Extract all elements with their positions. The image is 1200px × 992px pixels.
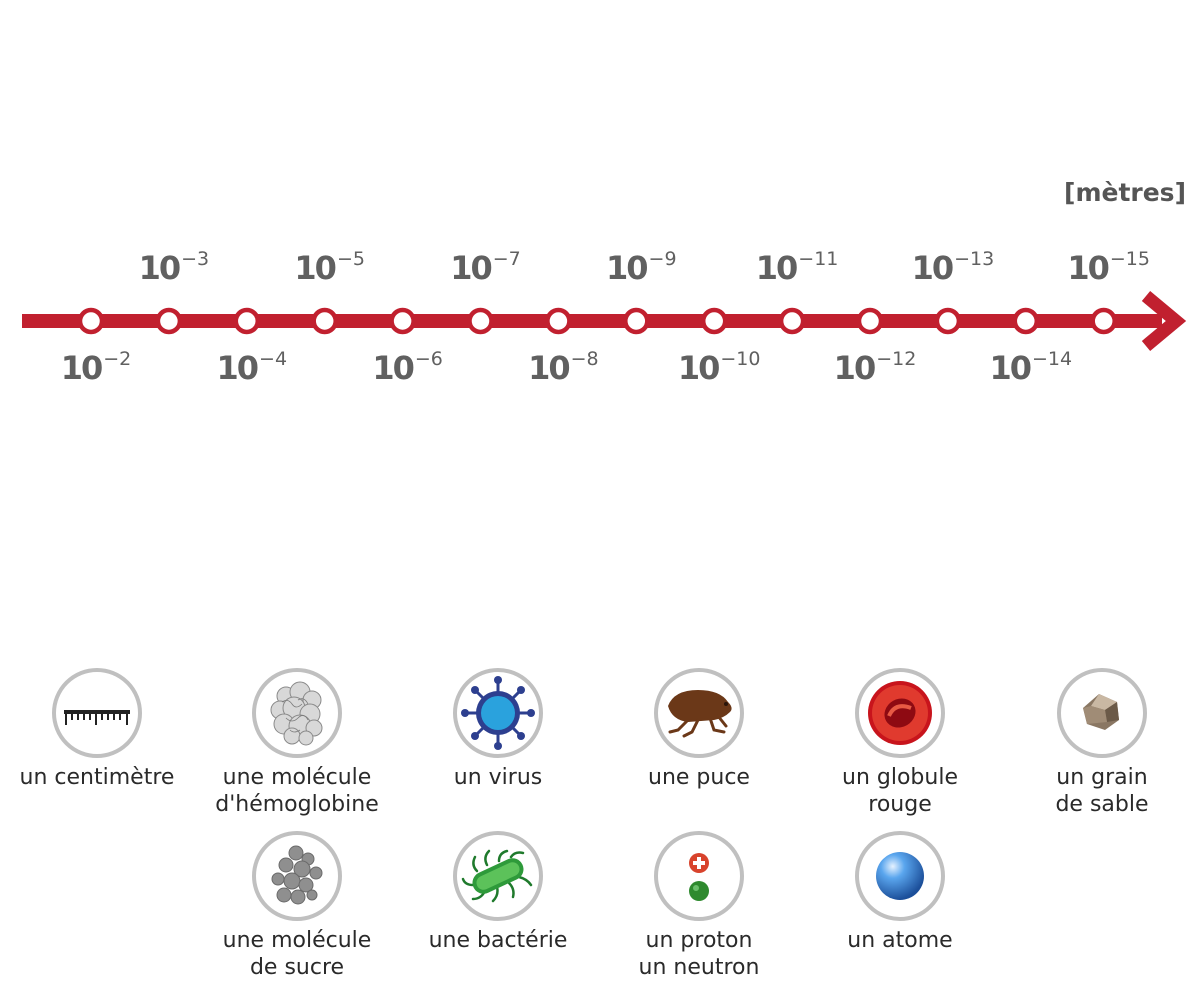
sugar-molecule-icon [256,835,338,917]
tick-label [659,348,779,387]
tick-exponent: −7 [492,248,521,270]
tick-base: 10 [372,349,413,387]
tick-label [36,348,156,387]
object-label: un grain de sable [1055,765,1149,817]
tick-marker [625,310,647,332]
hemoglobin-molecule-icon [256,672,338,754]
tick-exponent: −8 [570,348,599,370]
tick-label [426,248,546,287]
tick-exponent: −9 [648,248,677,270]
badge [252,831,342,921]
red-blood-cell-icon [859,672,941,754]
tick-label [1049,248,1169,287]
unit-label: [mètres] [1064,178,1186,207]
badge [855,668,945,758]
neutron-icon [689,881,709,901]
tick-base: 10 [677,349,719,387]
object-label: une puce [648,765,750,790]
object-label: une molécule d'hémoglobine [215,765,379,817]
tick-marker [392,310,414,332]
tick-base: 10 [989,349,1030,387]
object-centimetre [0,668,197,791]
tick-marker [859,310,881,332]
sand-grain-icon [1061,672,1143,754]
object-label: un virus [453,765,543,790]
tick-base: 10 [294,249,335,287]
tick-marker [236,310,258,332]
flea-icon [658,672,740,754]
tick-base: 10 [138,249,180,287]
tick-marker [703,310,725,332]
badge [855,831,945,921]
tick-base: 10 [1067,249,1108,287]
object-atom [800,831,1000,954]
badge [654,668,744,758]
tick-base: 10 [528,349,569,387]
tick-exponent: −11 [798,248,839,270]
badge [1057,668,1147,758]
tick-base: 10 [606,249,647,287]
tick-base: 10 [833,349,875,387]
object-sand-grain [1002,668,1200,818]
tick-marker [314,310,336,332]
tick-base: 10 [911,249,953,287]
object-label: un centimètre [19,765,175,790]
bacterium-icon [457,835,539,917]
badge [453,668,543,758]
badge [654,831,744,921]
tick-base: 10 [450,249,491,287]
object-sugar-molecule [197,831,397,981]
tick-exponent: −12 [876,348,917,370]
object-label: un atome [847,928,953,953]
proton-neutron-icon [658,835,740,917]
tick-marker [1093,310,1115,332]
ruler-icon [56,672,138,754]
badge [252,668,342,758]
tick-base: 10 [60,349,102,387]
tick-label [270,248,390,287]
tick-label [503,348,623,387]
tick-marker [781,310,803,332]
tick-label [114,248,234,287]
tick-label [893,248,1013,287]
tick-label [971,348,1091,387]
tick-exponent: −14 [1032,348,1073,370]
tick-base: 10 [216,349,258,387]
tick-label [815,348,935,387]
object-hemoglobin [197,668,397,818]
tick-marker [158,310,180,332]
tick-exponent: −3 [181,248,210,270]
tick-exponent: −5 [336,248,365,270]
object-label: un globule rouge [842,765,958,817]
virus-icon [457,672,539,754]
object-virus [398,668,598,791]
object-label: une molécule de sucre [222,928,372,980]
tick-marker [80,310,102,332]
atom-icon [859,835,941,917]
tick-exponent: −13 [954,248,995,270]
object-label: un proton un neutron [638,928,760,980]
tick-marker [547,310,569,332]
object-bacterium [398,831,598,954]
badge [453,831,543,921]
tick-exponent: −15 [1109,248,1150,270]
object-flea [599,668,799,791]
badge [52,668,142,758]
tick-exponent: −4 [259,348,288,370]
tick-marker [470,310,492,332]
object-label: une bactérie [428,928,568,953]
tick-label [737,248,857,287]
object-proton-neutron [599,831,799,981]
tick-marker [1015,310,1037,332]
tick-exponent: −10 [720,348,761,370]
tick-base: 10 [755,249,797,287]
tick-label [581,248,701,287]
object-red-blood-cell [800,668,1000,818]
tick-marker [937,310,959,332]
tick-label [192,348,312,387]
tick-label [348,348,468,387]
tick-exponent: −6 [414,348,443,370]
tick-exponent: −2 [103,348,132,370]
